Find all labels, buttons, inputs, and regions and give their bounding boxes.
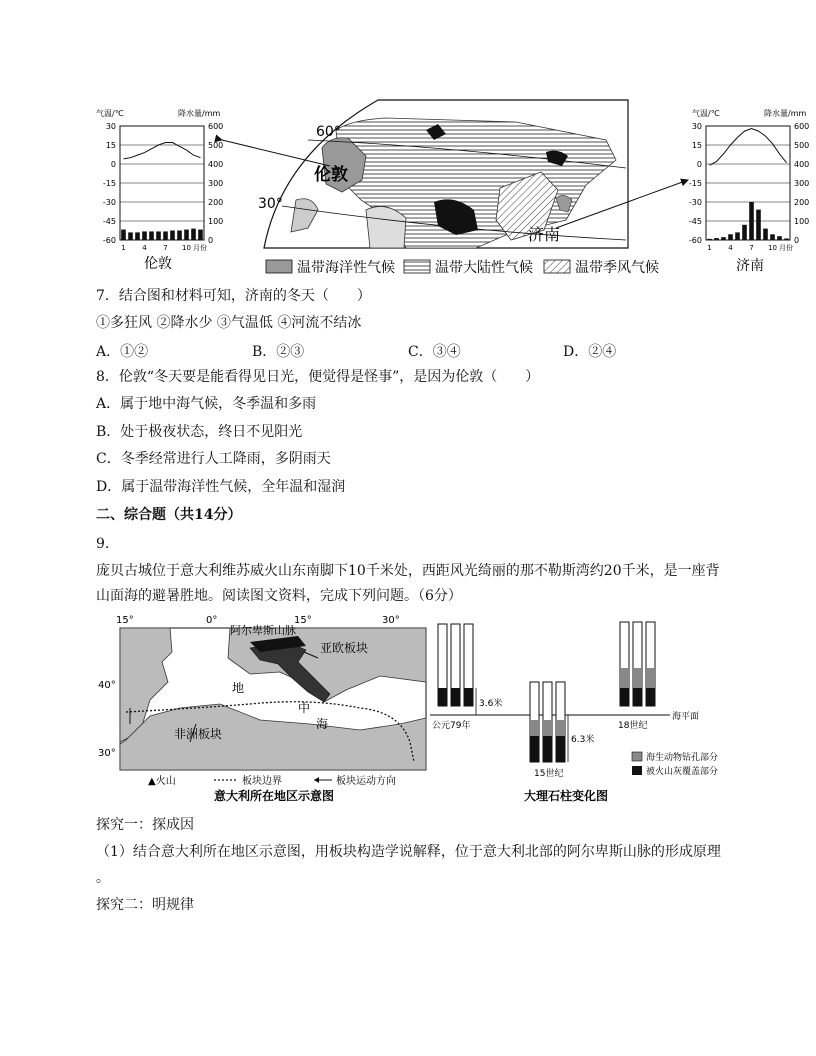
q7-items: ①多狂风 ②降水少 ③气温低 ④河流不结冰	[96, 315, 362, 331]
explore-2-title: 探究二：明规律	[96, 897, 194, 913]
london-month-tick: 10	[182, 244, 191, 252]
jinan-precip-tick: 100	[794, 217, 810, 226]
london-precip-bar	[198, 230, 203, 240]
legend-continental: 温带大陆性气候	[435, 260, 533, 276]
jinan-precip-bar	[763, 229, 768, 240]
jinan-temp-tick: -45	[688, 217, 702, 226]
jinan-temp-tick: -60	[688, 236, 702, 245]
q7-option-d[interactable]: D．②④	[563, 344, 617, 360]
jinan-temp-tick: 0	[696, 160, 702, 169]
jinan-precip-tick: 0	[794, 236, 800, 245]
london-precip-bar	[177, 231, 182, 241]
italy-map-caption: 意大利所在地区示意图	[214, 789, 335, 803]
lon-label-0: 0°	[206, 615, 218, 626]
marble-pillar-chart	[430, 622, 718, 803]
italy-region-map	[98, 615, 426, 803]
q8-option-c[interactable]: C．冬季经常进行人工降雨，多阴雨天	[96, 451, 331, 467]
london-precip-bar	[170, 231, 175, 241]
jinan-temp-ticks	[689, 122, 702, 245]
q9-para-line1: 庞贝古城位于意大利维苏威火山东南脚下10千米处，西距风光绮丽的那不勒斯湾约20千米，是一座背	[96, 563, 720, 579]
sea-level-label: 海平面	[672, 712, 700, 722]
sub-question-1-line2: 。	[96, 870, 110, 886]
london-precip-bar	[128, 232, 133, 240]
legend-swatch-gray	[632, 752, 642, 761]
jinan-chart-name: 济南	[736, 258, 764, 274]
jinan-precip-ticks	[794, 122, 809, 245]
q7-stem: 7．结合图和材料可知，济南的冬天（ ）	[96, 288, 371, 304]
map-city-london: 伦敦	[314, 165, 348, 185]
q7-option-a[interactable]: A．①②	[96, 344, 149, 360]
q8-stem: 8．伦敦“冬天要是能看得见日光，便觉得是怪事”，是因为伦敦（ ）	[96, 369, 540, 385]
london-chart-name: 伦敦	[144, 256, 172, 272]
q7-option-c[interactable]: C．③④	[408, 344, 461, 360]
q8-option-a[interactable]: A．属于地中海气候，冬季温和多雨	[96, 396, 317, 412]
london-temp-tick: -60	[102, 236, 116, 245]
q9-para-line2: 山面海的避暑胜地。阅读图文资料，完成下列问题。（6分）	[96, 588, 462, 604]
african-plate-label: 非洲板块	[174, 727, 223, 741]
jinan-precip-bar	[728, 234, 733, 240]
jinan-precip-bar	[714, 238, 719, 240]
jinan-precip-bar	[707, 239, 712, 240]
dim-3-6m: 3.6米	[479, 699, 503, 709]
lat-60-label: 60°	[316, 124, 341, 140]
london-precip-tick: 400	[208, 160, 224, 169]
jinan-temp-tick: -30	[688, 198, 702, 207]
london-precip-bar	[142, 231, 147, 240]
label-18c: 18世纪	[618, 721, 648, 731]
explore-1-title: 探究一：探成因	[96, 817, 194, 833]
london-precip-bar	[135, 232, 140, 240]
jinan-temp-label: 气温/℃	[692, 109, 720, 118]
jinan-month-tick: 7	[749, 244, 754, 252]
eurasia-climate-map	[222, 100, 688, 276]
legend-motion: 板块运动方向	[336, 776, 396, 787]
sea-label-zhong: 中	[298, 701, 311, 715]
q8-option-d[interactable]: D．属于温带海洋性气候，全年温和湿润	[96, 479, 346, 495]
alps-label: 阿尔卑斯山脉	[230, 624, 296, 637]
london-temp-ticks	[103, 122, 116, 245]
legend-boundary: 板块边界	[242, 776, 282, 787]
jinan-precip-bar	[749, 202, 754, 240]
legend-swatch-oceanic	[266, 260, 292, 273]
london-temp-tick: -30	[102, 198, 116, 207]
pillar-chart-caption: 大理石柱变化图	[524, 789, 609, 803]
jinan-precip-bar	[777, 236, 782, 240]
label-79ad: 公元79年	[432, 721, 471, 731]
london-month-tick: 月份	[193, 244, 207, 252]
london-precip-bar	[149, 231, 154, 240]
london-precip-bars	[121, 229, 203, 240]
jinan-precip-label: 降水量/mm	[764, 109, 807, 118]
london-precip-label: 降水量/mm	[178, 109, 221, 118]
legend-oceanic: 温带海洋性气候	[297, 260, 395, 276]
jinan-temp-tick: 15	[691, 141, 702, 150]
jinan-month-tick: 4	[728, 244, 733, 252]
jinan-month-ticks	[707, 243, 793, 252]
dim-6-3m: 6.3米	[571, 735, 595, 745]
london-temp-tick: 0	[110, 160, 116, 169]
label-15c: 15世纪	[534, 769, 564, 779]
eurasian-plate-label: 亚欧板块	[320, 641, 369, 655]
climate-legend	[266, 259, 659, 276]
jinan-month-tick: 10	[768, 244, 777, 252]
jinan-precip-bar	[742, 225, 747, 240]
london-precip-tick: 100	[208, 217, 224, 226]
london-precip-tick: 500	[208, 141, 224, 150]
london-precip-bar	[163, 231, 168, 240]
jinan-month-tick: 月份	[779, 244, 793, 252]
lat-30-label: 30°	[258, 196, 283, 212]
london-month-tick: 7	[163, 244, 168, 252]
legend-bored: 海生动物钻孔部分	[646, 753, 719, 763]
london-month-ticks	[121, 243, 207, 252]
jinan-climate-chart	[689, 108, 809, 274]
legend-volcano: ▲火山	[148, 776, 176, 787]
jinan-precip-bar	[784, 238, 789, 240]
lat-label-30: 30°	[98, 748, 116, 759]
jinan-temp-tick: 30	[691, 122, 702, 131]
jinan-precip-bar	[735, 232, 740, 240]
legend-ash: 被火山灰覆盖部分	[646, 767, 719, 777]
jinan-precip-bar	[756, 210, 761, 240]
jinan-precip-tick: 300	[794, 179, 810, 188]
climate-figure	[86, 100, 816, 280]
lat-label-40: 40°	[98, 680, 116, 691]
london-month-tick: 4	[142, 244, 147, 252]
london-precip-bar	[191, 229, 196, 240]
lon-label-15w: 15°	[116, 615, 134, 626]
q9-number: 9.	[96, 536, 110, 552]
pillar-group-15c	[530, 682, 594, 779]
london-temp-tick: -45	[102, 217, 116, 226]
jinan-precip-tick: 200	[794, 198, 810, 207]
q7-option-b[interactable]: B．②③	[252, 344, 305, 360]
jinan-month-tick: 1	[707, 244, 712, 252]
vesuvius-label: 维苏威火山	[256, 680, 291, 688]
london-precip-tick: 300	[208, 179, 224, 188]
sea-label-di: 地	[232, 681, 245, 695]
london-precip-bar	[121, 230, 126, 240]
london-temp-tick: 15	[105, 141, 116, 150]
jinan-precip-bar	[721, 237, 726, 240]
jinan-precip-tick: 400	[794, 160, 810, 169]
lon-label-30e: 30°	[382, 615, 400, 626]
map-city-jinan: 济南	[528, 225, 561, 244]
london-precip-tick: 200	[208, 198, 224, 207]
london-precip-tick: 0	[208, 236, 214, 245]
london-temp-tick: 30	[105, 122, 116, 131]
lon-label-15e: 15°	[294, 615, 312, 626]
legend-swatch-monsoon	[544, 260, 570, 273]
jinan-precip-tick: 600	[794, 122, 810, 131]
jinan-precip-tick: 500	[794, 141, 810, 150]
jinan-temp-curve	[710, 129, 787, 166]
london-precip-bar	[156, 231, 161, 240]
london-precip-ticks	[208, 122, 223, 245]
london-precip-bar	[184, 230, 189, 240]
sea-label-hai: 海	[316, 717, 329, 731]
legend-swatch-black	[632, 766, 642, 775]
jinan-precip-bar	[770, 234, 775, 240]
jinan-temp-tick: -15	[688, 179, 702, 188]
section-2-title: 二、综合题（共14分）	[96, 507, 242, 523]
sub-question-1-line1: （1）结合意大利所在地区示意图，用板块构造学说解释，位于意大利北部的阿尔卑斯山脉的形成原理	[96, 844, 721, 860]
legend-monsoon: 温带季风气候	[575, 260, 659, 276]
london-climate-chart	[96, 108, 223, 272]
london-temp-tick: -15	[102, 179, 116, 188]
legend-swatch-continental	[404, 260, 430, 273]
london-precip-tick: 600	[208, 122, 224, 131]
london-temp-label: 气温/℃	[96, 109, 124, 118]
london-month-tick: 1	[121, 244, 126, 252]
q8-option-b[interactable]: B．处于极夜状态，终日不见阳光	[96, 424, 303, 440]
q9-figures	[98, 612, 750, 808]
